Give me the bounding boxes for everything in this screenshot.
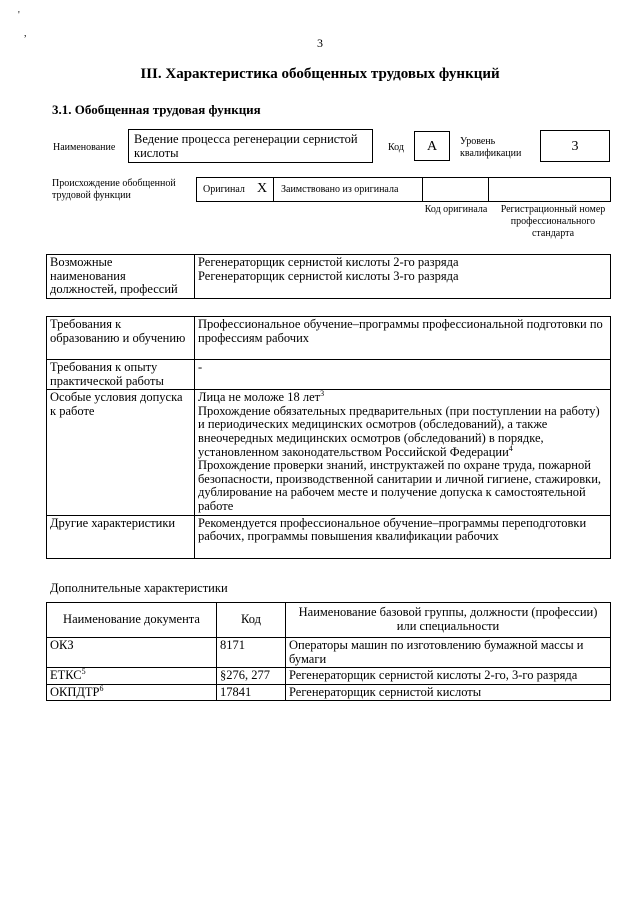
original-mark: X [257, 181, 268, 196]
experience-label: Требования к опыту практической работы [47, 360, 195, 390]
special-label: Особые условия допуска к работе [47, 390, 195, 515]
table-row [47, 638, 611, 668]
other-label: Другие характеристики [47, 515, 195, 558]
code-label: Код [388, 142, 404, 153]
level-label: Уровень квалификации [460, 136, 522, 159]
page-number: 3 [317, 36, 323, 50]
experience-value: - [195, 360, 611, 390]
name-label: Наименование [53, 142, 116, 153]
position-item: Регенераторщик сернистой кислоты 3-го разряда [198, 268, 459, 283]
scan-mark: , [24, 28, 27, 39]
requirements-table [46, 316, 611, 559]
positions-table [46, 254, 611, 299]
education-label: Требования к образованию и обучению [47, 317, 195, 360]
table-row [47, 668, 611, 685]
row-code: 8171 [217, 638, 286, 668]
row-code: 17841 [217, 684, 286, 701]
other-value: Рекомендуется профессиональное обучение–программы переподготовки рабочих, программы повышения квалификации рабочих [195, 515, 611, 558]
table-row [47, 684, 611, 701]
education-value: Профессиональное обучение–программы профессиональной подготовки по профессиям рабочих [195, 317, 611, 360]
special-value-training: Прохождение проверки знаний, инструктажей по охране труда, пожарной безопасности, производственной санитарии и личной гигиене, стажировки, дублирование на рабочем месте и получение допуска к самостоятельной работе [198, 458, 602, 513]
scan-mark: ' [18, 10, 20, 21]
original-label: Оригинал [203, 184, 245, 195]
special-values [195, 390, 611, 515]
origin-label: Происхождение обобщенной трудовой функции [52, 178, 176, 201]
section-title: III. Характеристика обобщенных трудовых функций [140, 66, 500, 82]
level-value: 3 [540, 130, 610, 162]
row-name: Операторы машин по изготовлению бумажной массы и бумаги [286, 638, 611, 668]
row-doc: ОКПДТР$^6$ [47, 684, 217, 701]
positions-values [195, 255, 611, 299]
code-value: А [414, 131, 450, 161]
row-name: Регенераторщик сернистой кислоты 2-го, 3-го разряда [286, 668, 611, 685]
additional-table [46, 602, 611, 701]
row-code: §276, 277 [217, 668, 286, 685]
col-header-name: Наименование базовой группы, должности (профессии) или специальности [286, 603, 611, 638]
col-header-code: Код [217, 603, 286, 638]
position-item: Регенераторщик сернистой кислоты 2-го разряда [198, 255, 459, 269]
origin-table [196, 177, 611, 202]
row-name: Регенераторщик сернистой кислоты [286, 684, 611, 701]
borrowed-label: Заимствовано из оригинала [281, 184, 399, 195]
col-header-doc: Наименование документа [47, 603, 217, 638]
special-value-medical: Прохождение обязательных предварительных (при поступлении на работу) и периодических медицинских осмотров (обследований), а также внеочередных медицинских осмотров (обследований) в порядке, установленном законодательством Российской Федерации$^4$ [198, 403, 600, 459]
reg-caption: Регистрационный номер профессионального стандарта [500, 204, 606, 239]
special-value-age: Лица не моложе 18 лет$^3$ [198, 389, 325, 405]
positions-label: Возможные наименования должностей, профессий [47, 255, 195, 299]
row-doc: ЕТКС$^5$ [47, 668, 217, 685]
name-value: Ведение процесса регенерации сернистой кислоты [128, 129, 373, 163]
subsection-title: 3.1. Обобщенная трудовая функция [52, 102, 261, 117]
additional-title: Дополнительные характеристики [50, 581, 228, 595]
row-doc: ОКЗ [47, 638, 217, 668]
code-caption: Код оригинала [424, 204, 488, 215]
